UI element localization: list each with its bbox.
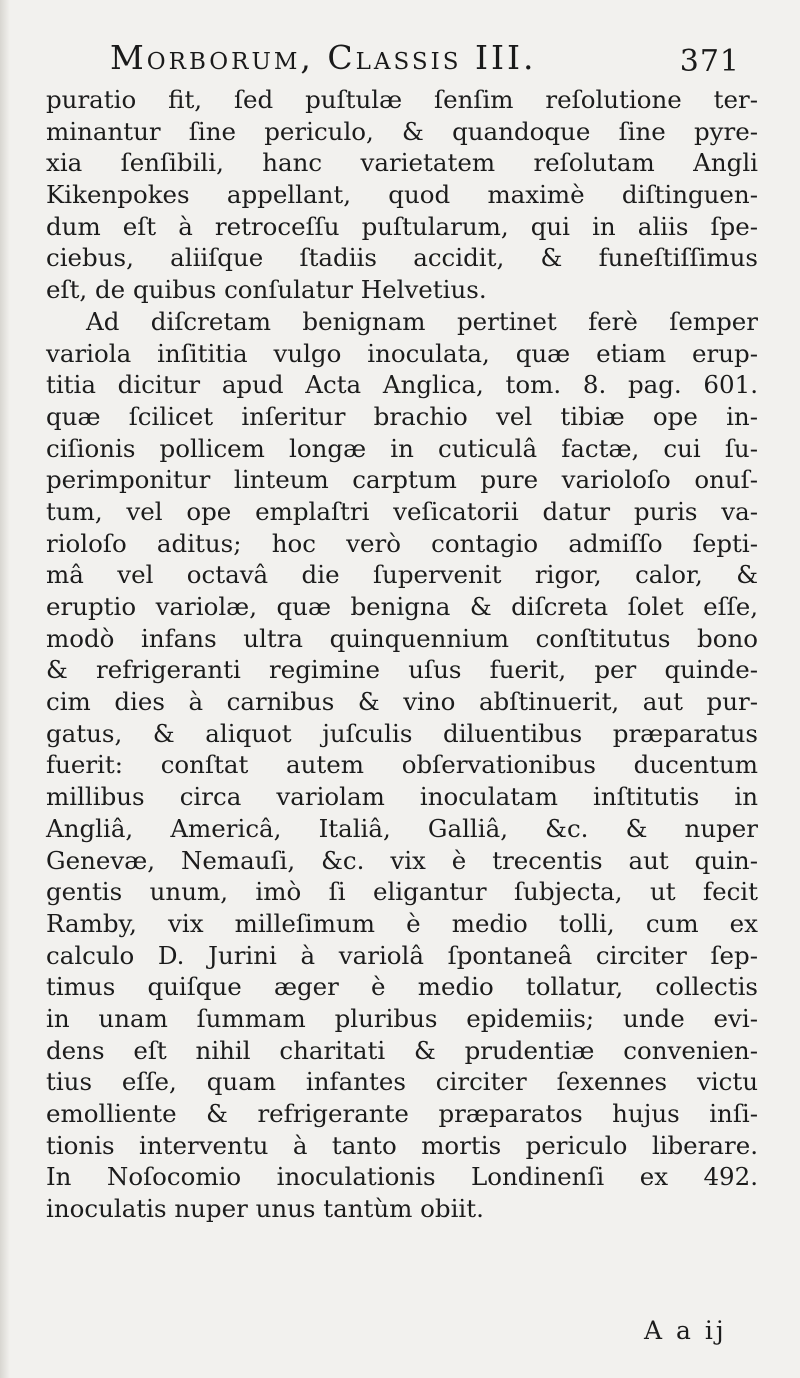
- text-line: dum eſt à retroceſſu puſtularum, qui in aliis ſpe-: [46, 211, 758, 241]
- text-line: cim dies à carnibus & vino abſtinuerit, aut pur-: [46, 687, 758, 717]
- text-line: Angliâ, Americâ, Italiâ, Galliâ, &c. & nuper: [46, 813, 758, 843]
- page-edge-shadow: [0, 0, 10, 1378]
- text-line: variola inſititia vulgo inoculata, quæ etiam erup-: [46, 338, 758, 368]
- text-line: titia dicitur apud Acta Anglica, tom. 8. pag. 601.: [46, 370, 758, 400]
- running-head: [110, 38, 760, 86]
- text-line: eruptio variolæ, quæ benigna & diſcreta ſolet eſſe,: [46, 592, 758, 621]
- running-title: Morborum, Classis III.: [110, 38, 537, 77]
- text-line: & refrigeranti regimine uſus fuerit, per quinde-: [46, 655, 758, 685]
- text-line: millibus circa variolam inoculatam inſtitutis in: [46, 782, 758, 812]
- text-line: In Noſocomio inoculationis Londinenſi ex 492.: [46, 1162, 758, 1192]
- text-line: mâ vel octavâ die ſupervenit rigor, calor, &: [46, 560, 758, 590]
- text-line: gatus, & aliquot juſculis diluentibus præparatus: [46, 718, 758, 748]
- text-line: xia ſenſibili, hanc varietatem reſolutam Angli: [46, 148, 758, 178]
- text-line: puratio fit, ſed puſtulæ ſenſim reſolutione ter-: [46, 85, 758, 114]
- text-line: tionis interventu à tanto mortis periculo liberare.: [46, 1130, 758, 1160]
- text-line: Ramby, vix milleſimum è medio tolli, cum ex: [46, 908, 758, 938]
- text-line: ciebus, aliiſque ſtadiis accidit, & funeſtiſſimus: [46, 243, 758, 273]
- text-line: perimponitur linteum carptum pure varioloſo onuſ-: [46, 465, 758, 495]
- text-line: tum, vel ope emplaſtri veſicatorii datur puris va-: [46, 496, 758, 526]
- text-line: ciſionis pollicem longæ in cuticulâ factæ, cui ſu-: [46, 433, 758, 463]
- text-line: inoculatis nuper unus tantùm obiit.: [46, 1194, 484, 1224]
- body-text: [46, 84, 758, 1225]
- text-line: dens eſt nihil charitati & prudentiæ convenien-: [46, 1035, 758, 1065]
- text-line: eſt, de quibus conſulatur Helvetius.: [46, 275, 487, 305]
- page-number: 371: [679, 44, 740, 79]
- text-line: in unam ſummam pluribus epidemiis; unde evi-: [46, 1003, 758, 1033]
- signature-mark: A a ij: [644, 1316, 727, 1345]
- text-line: Genevæ, Nemauſi, &c. vix è trecentis aut quin-: [46, 845, 758, 875]
- paragraph-start-line: Ad diſcretam benignam pertinet ferè ſemper: [86, 306, 758, 336]
- text-line: emolliente & refrigerante præparatos hujus inſi-: [46, 1099, 758, 1128]
- text-line: fuerit: conſtat autem obſervationibus ducentum: [46, 750, 758, 780]
- text-line: modò infans ultra quinquennium conſtitutus bono: [46, 623, 758, 653]
- text-line: timus quiſque æger è medio tollatur, collectis: [46, 972, 758, 1002]
- text-line: tius eſſe, quam infantes circiter ſexennes victu: [46, 1067, 758, 1097]
- text-line: gentis unum, imò ſi eligantur ſubjecta, ut fecit: [46, 877, 758, 907]
- text-line: rioloſo aditus; hoc verò contagio admiſſo ſepti-: [46, 528, 758, 558]
- text-line: Kikenpokes appellant, quod maximè diſtinguen-: [46, 180, 758, 210]
- text-line: minantur ſine periculo, & quandoque ſine pyre-: [46, 116, 758, 146]
- text-line: calculo D. Jurini à variolâ ſpontaneâ circiter ſep-: [46, 940, 758, 970]
- text-line: quæ ſcilicet inſeritur brachio vel tibiæ ope in-: [46, 401, 758, 431]
